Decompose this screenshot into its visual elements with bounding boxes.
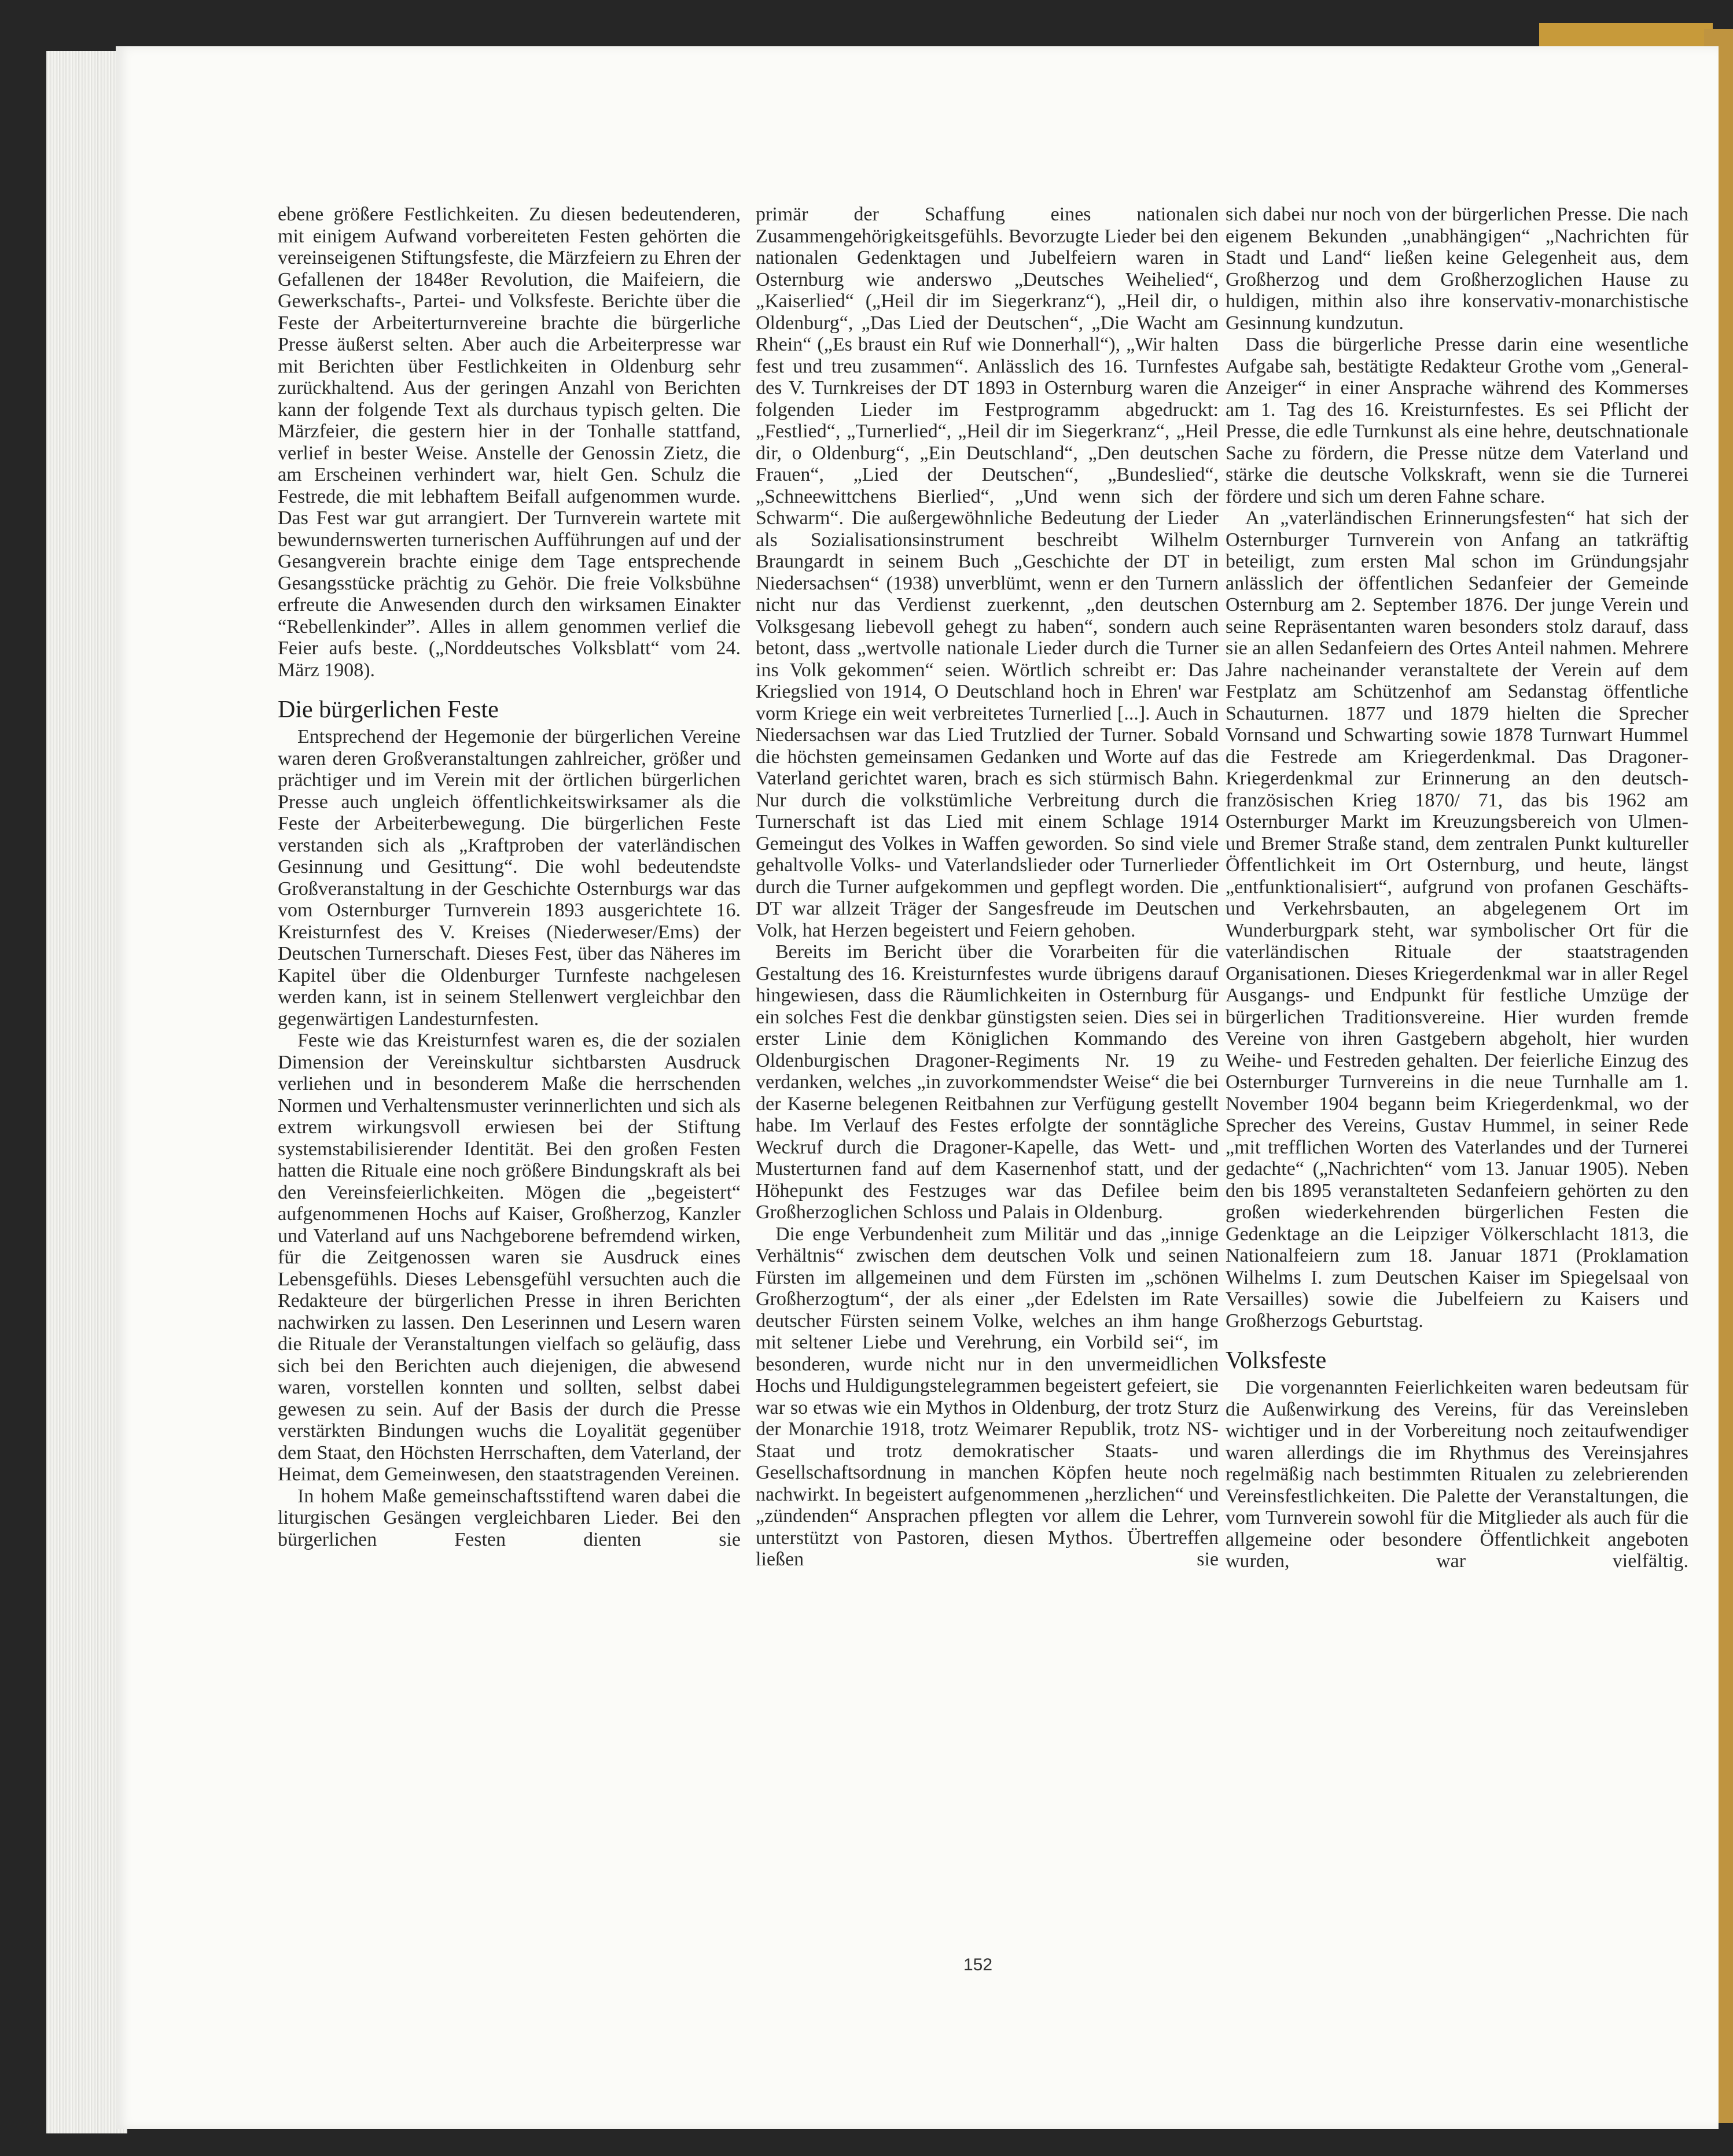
- section-heading: Die bürgerlichen Feste: [278, 696, 499, 723]
- paragraph: Die enge Verbundenheit zum Militär und das „innige Verhältnis“ zwischen dem deutschen Volk und seinen Fürsten im allgemeinen und dem Fürsten im „schönen Großherzogtum“, der als einer „der Edelsten im Rate deutscher Fürsten seinem Volke, welches an ihm hange mit seltener Liebe und Verehrung, ein Vorbild sei“, im besonderen, wurde nicht nur in den unvermeidlichen Hochs und Huldigungstelegrammen begeistert gefeiert, sie war so etwas wie ein Mythos in Oldenburg, der trotz Sturz der Monarchie 1918, trotz Weimarer Republik, trotz NS-Staat und trotz demokratischer Staats- und Gesellschaftsordnung in manchen Köpfen heute noch nachwirkt. In begeistert aufgenommenen „herzlichen“ und „zündenden“ Ansprachen pflegten vor allem die Lehrer, unterstützt von Pastoren, diesen Mythos. Übertreffen ließen sie: [756, 1223, 1219, 1570]
- text-column-1: [278, 204, 741, 1550]
- text-column-2: [756, 204, 1219, 1571]
- paragraph: An „vaterländischen Erinnerungsfesten“ hat sich der Osternburger Turnverein von Anfang an tatkräftig beteiligt, zum ersten Mal schon im Gründungsjahr anlässlich der öffentlichen Sedanfeier der Gemeinde Osternburg am 2. September 1876. Der junge Verein und seine Repräsentanten waren besonders stolz darauf, dass sie an allen Sedanfeiern des Ortes Anteil nahmen. Mehrere Jahre nacheinander veranstaltete der Verein auf dem Festplatz am Schützenhof am Sedanstag öffentliche Schauturnen. 1877 und 1879 hielten die Sprecher Vornsand und Schwarting sowie 1878 Turnwart Hummel die Festrede am Kriegerdenkmal. Das Dragoner-Kriegerdenkmal zur Erinnerung an den deutsch-französischen Krieg 1870/ 71, das bis 1962 am Osternburger Markt im Kreuzungsbereich von Ulmen- und Bremer Straße stand, dem zentralen Punkt kultureller Öffentlichkeit im Ort Osternburg, und heute, längst „entfunktionalisiert“, aufgrund von profanen Geschäfts- und Verkehrsbauten, an abgelegenem Ort im Wunderburgpark steht, war symbolischer Ort für die vaterländischen Rituale der staatstragenden Organisationen. Dieses Kriegerdenkmal war in aller Regel Ausgangs- und Endpunkt für festliche Umzüge der bürgerlichen Traditionsvereine. Hier wurden fremde Vereine von ihren Gastgebern abgeholt, hier wurden Weihe- und Festreden gehalten. Der feierliche Einzug des Osternburger Turnvereins in die neue Turnhalle am 1. November 1904 begann beim Kriegerdenkmal, wo der Sprecher des Vereins, Gustav Hummel, in seiner Rede „mit trefflichen Worten des Vaterlandes und der Turnerei gedachte“ („Nachrichten“ vom 13. Januar 1905). Neben den bis 1895 veranstalteten Sedanfeiern gehörten zu den großen wiederkehrenden bürgerlichen Festen die Gedenktage an die Leipziger Völkerschlacht 1813, die Nationalfeiern zum 18. Januar 1871 (Proklamation Wilhelms I. zum Deutschen Kaiser im Spiegelsaal von Versailles) sowie die Jubelfeiern zu Kaisers und Großherzogs Geburtstag.: [1226, 507, 1688, 1332]
- paragraph: ebene größere Festlichkeiten. Zu diesen bedeutenderen, mit einigem Aufwand vorbereiteten Festen gehörten die vereinseigenen Stiftungsfeste, die Märzfeiern zu Ehren der Gefallenen der 1848er Revolution, die Maifeiern, die Gewerkschafts-, Partei- und Volksfeste. Berichte über die Feste der Arbeiterturnvereine brachte die bürgerliche Presse äußerst selten. Aber auch die Arbeiterpresse war mit Berichten über Festlichkeiten in Oldenburg sehr zurückhaltend. Aus der geringen Anzahl von Berichten kann der folgende Text als durchaus typisch gelten. Die Märzfeier, die gestern hier in der Tonhalle stattfand, verlief in bester Weise. Anstelle der Genossin Zietz, die am Erscheinen verhindert war, hielt Gen. Schulz die Festrede, die mit lebhaftem Beifall aufgenommen wurde. Das Fest war gut arrangiert. Der Turnverein wartete mit bewundernswerten turnerischen Aufführungen auf und der Gesangverein brachte einige dem Tage entsprechende Gesangsstücke prächtig zu Gehör. Die freie Volksbühne erfreute die Anwesenden durch den wirksamen Einakter “Rebellenkinder”. Alles in allem genommen verlief die Feier aufs beste. („Norddeutsches Volksblatt“ vom 24. März 1908).: [278, 204, 741, 681]
- paragraph: Entsprechend der Hegemonie der bürgerlichen Vereine waren deren Großveranstaltungen zahlreicher, größer und prächtiger und im Verein mit der örtlichen bürgerlichen Presse auch ungleich öffentlichkeitswirksamer als die Feste der Arbeiterbewegung. Die bürgerlichen Feste verstanden sich als „Kraftproben der vaterländischen Gesinnung und Gesittung“. Die wohl bedeutendste Großveranstaltung in der Geschichte Osternburgs war das vom Osternburger Turnverein 1893 ausgerichtete 16. Kreisturnfest des V. Kreises (Niederweser/Ems) der Deutschen Turnerschaft. Dieses Fest, über das Näheres im Kapitel über die Oldenburger Turnfeste nachgelesen werden kann, ist in seinem Stellenwert vergleichbar den gegenwärtigen Landesturnfesten.: [278, 726, 741, 1030]
- paragraph: In hohem Maße gemeinschaftsstiftend waren dabei die liturgischen Gesängen vergleichbaren Lieder. Bei den bürgerlichen Festen dienten sie: [278, 1485, 741, 1550]
- paragraph: Feste wie das Kreisturnfest waren es, die der sozialen Dimension der Vereinskultur sichtbarsten Ausdruck verliehen und in besonderem Maße die herrschenden Normen und Verhaltensmuster verinnerlichten und sich als extrem wirkungsvoll erwiesen bei der Stiftung systemstabilisierender Identität. Bei den großen Festen hatten die Rituale eine noch größere Bindungskraft als bei den Vereinsfeierlichkeiten. Mögen die „begeistert“ aufgenommenen Hochs auf Kaiser, Großherzog, Kanzler und Vaterland auf uns Nachgeborene befremdend wirken, für die Zeitgenossen waren sie Ausdruck eines Lebensgefühls. Dieses Lebensgefühl versuchten auch die Redakteure der bürgerlichen Presse in ihren Berichten nachwirken zu lassen. Den Leserinnen und Lesern waren die Rituale der Veranstaltungen vielfach so geläufig, dass sich bei den Berichten auch diejenigen, die abwesend waren, vorstellen konnten und sollten, selbst dabei gewesen zu sein. Auf der Basis der durch die Presse verstärkten Bindungen wuchs die Loyalität gegenüber dem Staat, den Höchsten Herrschaften, dem Vaterland, der Heimat, dem Gemeinwesen, den staatstragenden Vereinen.: [278, 1030, 741, 1485]
- paragraph: Die vorgenannten Feierlichkeiten waren bedeutsam für die Außenwirkung des Vereins, für das Vereinsleben wichtiger und in der Vorbereitung noch zeitaufwendiger waren allerdings die im Rhythmus des Vereinsjahres regelmäßig nach bestimmten Ritualen zu zelebrierenden Vereinsfestlichkeiten. Die Palette der Veranstaltungen, die vom Turnverein sowohl für die Mitglieder als auch für die allgemeine oder besondere Öffentlichkeit angeboten wurden, war vielfältig.: [1226, 1377, 1688, 1572]
- page-stack-edge: [46, 51, 127, 2133]
- paragraph: Dass die bürgerliche Presse darin eine wesentliche Aufgabe sah, bestätigte Redakteur Grothe vom „General-Anzeiger“ in einer Ansprache während des Kommerses am 1. Tag des 16. Kreisturnfestes. Es sei Pflicht der Presse, die edle Turnkunst als eine hehre, deutschnationale Sache zu fördern, die Presse nütze dem Vaterland und stärke die deutsche Volkskraft, wenn sie die Turnerei fördere und sich um deren Fahne schare.: [1226, 334, 1688, 507]
- paragraph: Bereits im Bericht über die Vorarbeiten für die Gestaltung des 16. Kreisturnfestes wurde übrigens darauf hingewiesen, dass die Räumlichkeiten in Osternburg für ein solches Fest die denkbar günstigsten seien. Dies sei in erster Linie dem Königlichen Kommando des Oldenburgischen Dragoner-Regiments Nr. 19 zu verdanken, welches „in zuvorkommendster Weise“ die bei der Kaserne belegenen Reitbahnen zur Verfügung gestellt habe. Im Verlauf des Festes erfolgte der sonntägliche Weckruf durch die Dragoner-Kapelle, das Wett- und Musterturnen fand auf dem Kasernenhof statt, und der Höhepunkt des Festzuges war das Defilee beim Großherzoglichen Schloss und Palais in Oldenburg.: [756, 941, 1219, 1223]
- text-column-3: [1226, 204, 1688, 1572]
- section-heading: Volksfeste: [1226, 1347, 1327, 1374]
- paragraph: primär der Schaffung eines nationalen Zusammengehörigkeitsgefühls. Bevorzugte Lieder bei den nationalen Gedenktagen und Jubelfeiern waren in Osternburg wie anderswo „Deutsches Weihelied“, „Kaiserlied“ („Heil dir im Siegerkranz“), „Heil dir, o Oldenburg“, „Das Lied der Deutschen“, „Die Wacht am Rhein“ („Es braust ein Ruf wie Donnerhall“), „Wir halten fest und treu zusammen“. Anlässlich des 16. Turnfestes des V. Turnkreises der DT 1893 in Osternburg waren die folgenden Lieder im Festprogramm abgedruckt: „Festlied“, „Turnerlied“, „Heil dir im Siegerkranz“, „Heil dir, o Oldenburg“, „Ein Deutschland“, „Den deutschen Frauen“, „Lied der Deutschen“, „Bundeslied“, „Schneewittchens Bierlied“, „Und wenn sich der Schwarm“. Die außergewöhnliche Bedeutung der Lieder als Sozialisationsinstrument beschreibt Wilhelm Braungardt in seinem Buch „Geschichte der DT in Niedersachsen“ (1938) unverblümt, wenn er den Turnern nicht nur das Verdienst zuerkennt, „den deutschen Volksgesang liebevoll gehegt zu haben“, sondern auch betont, dass „wertvolle nationale Lieder durch die Turner ins Volk gekommen“ seien. Wörtlich schreibt er: Das Kriegslied von 1914, O Deutschland hoch in Ehren' war vorm Kriege ein weit verbreitetes Turnerlied [...]. Auch in Niedersachsen war das Lied Trutzlied der Turner. Sobald die höchsten gemeinsamen Gedanken und Worte auf das Vaterland gerichtet waren, brach es sich stürmisch Bahn. Nur durch die volkstümliche Verbreitung durch die Turnerschaft ist das Lied mit einem Schlage 1914 Gemeingut des Volkes in Waffen geworden. So sind viele gehaltvolle Volks- und Vaterlandslieder oder Turnerlieder durch die Turner aufgekommen und gepflegt worden. Die DT war allzeit Träger der Sangesfreude im Deutschen Volk, hat Herzen begeistert und Feiern gehoben.: [756, 204, 1219, 941]
- page-number: 152: [963, 1955, 993, 1974]
- paragraph: sich dabei nur noch von der bürgerlichen Presse. Die nach eigenem Bekunden „unabhängigen“ „Nachrichten für Stadt und Land“ ließen keine Gelegenheit aus, dem Großherzog und dem Großherzoglichen Hause zu huldigen, mithin also ihre konservativ-monarchistische Gesinnung kundzutun.: [1226, 204, 1688, 334]
